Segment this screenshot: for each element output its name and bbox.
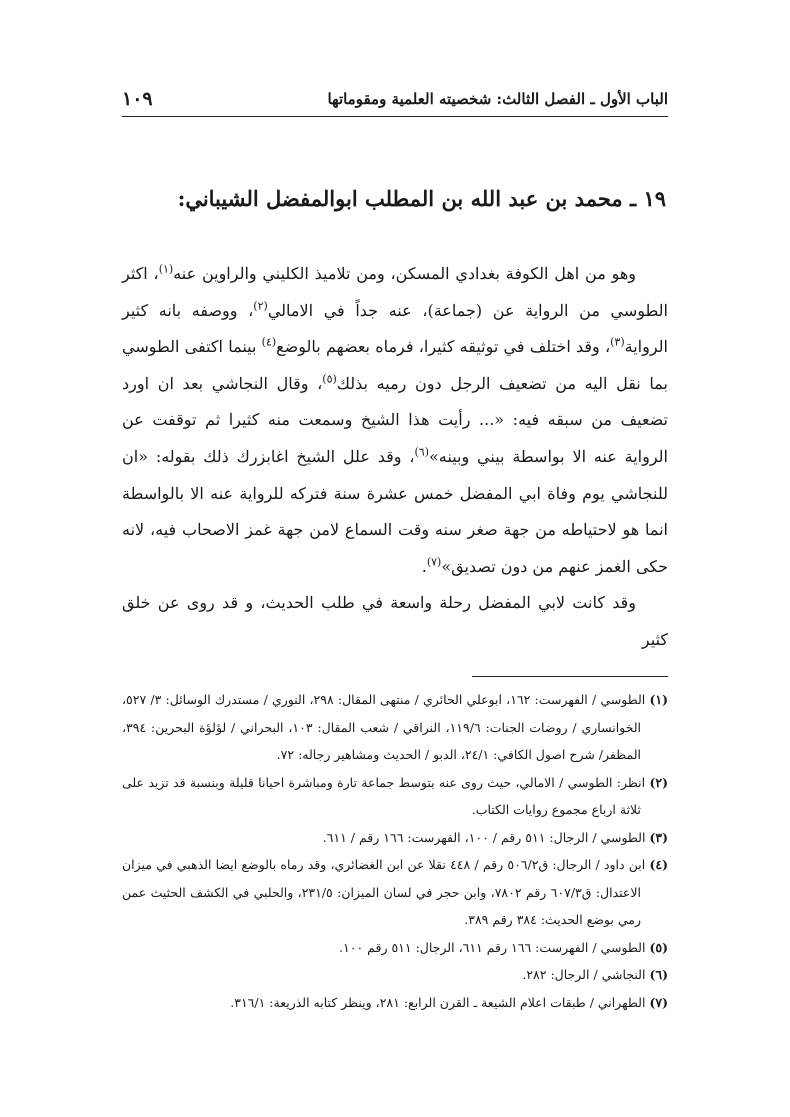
text-run: . bbox=[421, 556, 427, 576]
text-run: ، وقال النجاشي بعد ان اورد تضعيف من سبقه فيه: «... رأيت هذا الشيخ وسمعت منه كثيرا ثم توقفت عن الرواية عنه الا بواسطة بيني وبينه» bbox=[122, 373, 668, 466]
footnote-2 bbox=[122, 769, 668, 824]
footnote-number: (٦) bbox=[649, 967, 668, 982]
running-head bbox=[122, 82, 668, 117]
footnote-number: (٥) bbox=[649, 939, 668, 955]
footnote-divider bbox=[472, 676, 668, 677]
footnote-text: الطوسي / الفهرست: ١٦٦ رقم ٦١١، الرجال: ٥١١ رقم ١٠٠. bbox=[339, 939, 646, 955]
section-heading: ١٩ ـ محمد بن عبد الله بن المطلب ابوالمفضل الشيباني: bbox=[177, 186, 666, 211]
page-number: ١٠٩ bbox=[122, 88, 153, 110]
footnote-text: الطوسي / الفهرست: ١٦٢، ابوعلي الحائري / منتهى المقال: ٢٩٨، النوري / مستدرك الوسائل: ٣/ ٥٢٧، الخوانساري / روضات الجنات: ١١٩/٦، النراقي / شعب المقال: ١٠٣، البحراني / لؤلؤة البحرين: ٣٩٤، المظفر/ شرح اصول الكافي: ٢٤/١، الدبو / الحديث ومشاهير رجاله: ٧٢. bbox=[122, 692, 646, 762]
text-run: ، اكثر الطوسي من الرواية عن (جماعة)، عنه جداً في الامالي bbox=[122, 264, 669, 320]
footnote-3 bbox=[122, 824, 668, 852]
footnote-text: الطوسي / الرجال: ٥١١ رقم / ١٠٠، الفهرست: ١٦٦ رقم / ٦١١. bbox=[322, 829, 646, 845]
footnote-text: ابن داود / الرجال: ق٥٠٦/٢ رقم / ٤٤٨ نقلا عن ابن الغضائري، وقد رماه بالوضع ايضا الذهبي في ميزان الاعتدال: ق٦٠٧/٣ رقم ٧٨٠٢، وابن حجر في لسان الميزان: ٢٣١/٥، والحلبي في الكشف الحثيث عمن رمي بوضع الحديث: ٣٨٤ رقم ٣٨٩. bbox=[122, 857, 646, 927]
footnote-ref-4: (٤) bbox=[261, 335, 277, 349]
footnotes bbox=[122, 686, 668, 1016]
footnote-number: (٣) bbox=[649, 829, 668, 845]
footnote-text: الطهراني / طبقات اعلام الشيعة ـ القرن الرابع: ٢٨١، وينظر كتابه الذريعة: ٣١٦/١. bbox=[230, 994, 646, 1010]
footnote-text: انظر: الطوسي / الامالي، حيث روى عنه بتوسط جماعة تارة ومباشرة احيانا قليلة وبنسبة قد تزيد على ثلاثة ارباع مجموع روايات الكتاب. bbox=[122, 774, 646, 817]
footnote-ref-7: (٧) bbox=[426, 555, 442, 569]
text-run: ، ووصفه بانه كثير الرواية bbox=[122, 300, 668, 357]
footnote-ref-2: (٢) bbox=[253, 299, 268, 313]
paragraph-2: وقد كانت لابي المفضل رحلة واسعة في طلب الحديث، و قد روى عن خلق كثير bbox=[122, 593, 668, 649]
text-run: بينما اكتفى الطوسي بما نقل اليه من تضعيف الرجل دون رميه بذلك bbox=[122, 337, 668, 393]
footnote-number: (٢) bbox=[649, 774, 668, 790]
footnote-number: (٤) bbox=[649, 857, 669, 872]
footnote-4 bbox=[122, 851, 668, 934]
footnote-text: النجاشي / الرجال: ٢٨٢. bbox=[522, 967, 646, 982]
paragraph-1 bbox=[122, 256, 668, 585]
text-run: ، وقد اختلف في توثيقه كثيرا، فرماه بعضهم بالوضع bbox=[276, 337, 611, 357]
chapter-title: الباب الأول ـ الفصل الثالث: شخصيته العلمية ومقوماتها bbox=[327, 90, 668, 108]
footnote-number: (٧) bbox=[649, 994, 668, 1010]
footnote-ref-1: (١) bbox=[158, 262, 174, 276]
footnote-ref-5: (٥) bbox=[322, 372, 337, 386]
footnote-number: (١) bbox=[649, 692, 668, 707]
footnote-6 bbox=[122, 961, 668, 989]
text-run: وهو من اهل الكوفة بغدادي المسكن، ومن تلاميذ الكليني والراوين عنه bbox=[173, 264, 637, 283]
footnote-ref-6: (٦) bbox=[414, 445, 430, 459]
footnote-1 bbox=[122, 686, 668, 769]
footnote-7 bbox=[122, 989, 668, 1017]
footnote-ref-3: (٣) bbox=[610, 335, 625, 349]
main-text bbox=[122, 256, 668, 659]
footnote-5 bbox=[122, 934, 668, 962]
text-run: ، وقد علل الشيخ اغابزرك ذلك بقوله: «ان للنجاشي يوم وفاة ابي المفضل خمس عشرة سنة فتركه للرواية عنه الا بالواسطة انما هو لاحتياطه من جهة صغر سنه وقت السماع لامن جهة غمز الاصحاب فيه، لانه حكى الغمز عنهم من دون تصديق» bbox=[122, 446, 668, 576]
